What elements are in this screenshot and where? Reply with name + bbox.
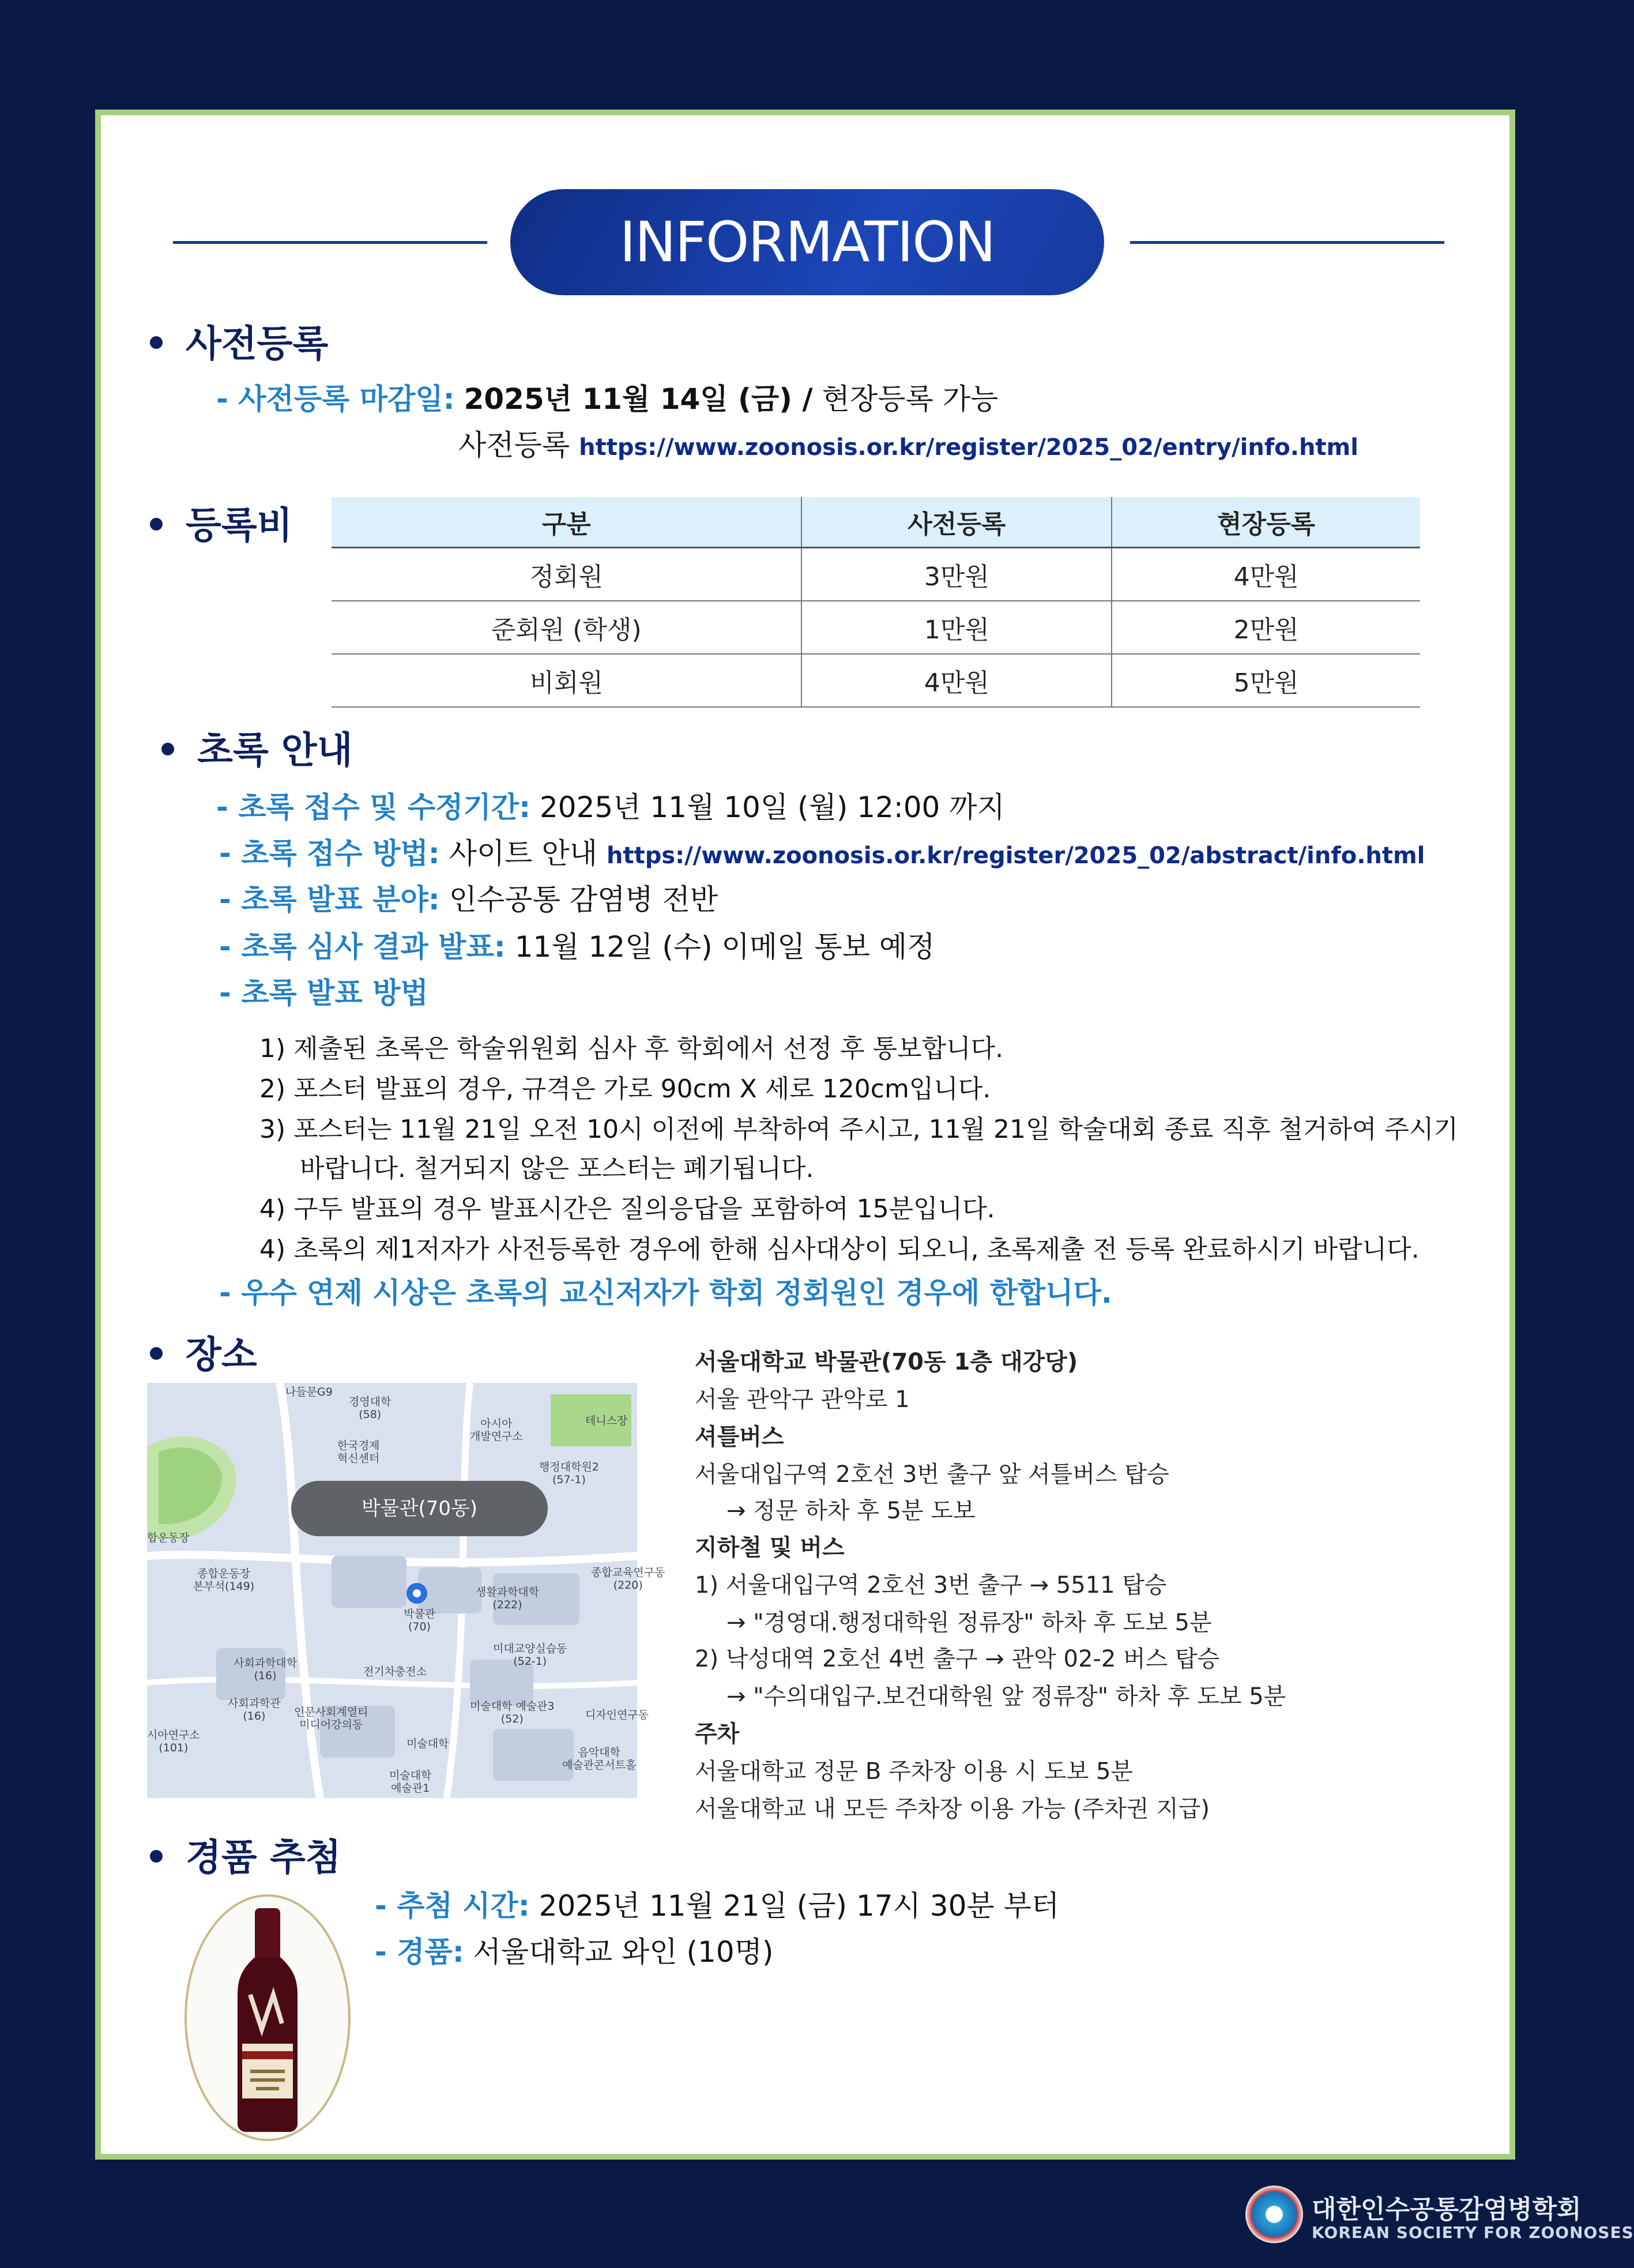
list-item: 바랍니다. 철거되지 않은 포스터는 폐기됩니다. (300, 1154, 814, 1183)
map-label: 미대교양실습동 (52-1) (493, 1642, 567, 1668)
map-label: 경영대학 (58) (349, 1396, 391, 1421)
transit-line: → "경영대.행정대학원 정류장" 하차 후 도보 5분 (726, 1609, 1212, 1636)
result-value: 11월 12일 (수) 이메일 통보 예정 (514, 930, 935, 964)
abstract-method (219, 830, 1425, 872)
abstract-field (219, 877, 718, 918)
deadline-label: - 사전등록 마감일: (216, 382, 455, 416)
bullet-icon (150, 518, 163, 531)
abstract-present (219, 970, 428, 1011)
abstract-link[interactable]: https://www.zoonosis.or.kr/register/2025_02/abstract/info.html (607, 842, 1425, 869)
table-cell: 4만원 (801, 654, 1112, 707)
bullet-icon (150, 1347, 163, 1360)
prereg-link-row (458, 422, 1358, 464)
fees-heading (150, 496, 292, 549)
prereg-heading (150, 314, 328, 367)
transit-title: 지하철 및 버스 (695, 1534, 845, 1561)
prize-heading (150, 1828, 341, 1881)
title-rule-right (1130, 241, 1444, 244)
map-label: 사회과학대학 (16) (234, 1657, 298, 1682)
result-label: - 초록 심사 결과 발표: (219, 930, 506, 964)
fee-table-header (332, 497, 1420, 548)
map-label: 테니스장 (585, 1415, 628, 1427)
map-building (332, 1556, 406, 1608)
venue-address: 서울 관악구 관악로 1 (695, 1386, 910, 1413)
col-category: 구분 (332, 497, 801, 548)
bullet-icon (150, 336, 163, 349)
prereg-deadline (216, 376, 998, 418)
bullet-icon (161, 743, 174, 755)
table-cell: 4만원 (1112, 548, 1420, 601)
map-label: 종합운동장 본부석(149) (193, 1567, 255, 1593)
map-label: 디자인연구동 (585, 1709, 649, 1721)
field-label: - 초록 발표 분야: (219, 883, 440, 916)
wine-image (185, 1894, 351, 2141)
abstract-period (216, 784, 1005, 826)
award-note: - 우수 연제 시상은 초록의 교신저자가 학회 정회원인 경우에 한합니다. (219, 1276, 1112, 1310)
map-label: 시아연구소 (101) (147, 1729, 200, 1754)
map-label: 미술대학 (406, 1737, 449, 1750)
map-label: 전기차충전소 (363, 1665, 427, 1678)
list-item: 4) 초록의 제1저자가 사전등록한 경우에 한해 심사대상이 되오니, 초록제출 전 등록 완료하시기 바랍니다. (259, 1235, 1420, 1264)
deadline-value: 2025년 11월 14일 (금) / (464, 382, 813, 416)
table-row (332, 601, 1420, 654)
map-label: 박물관 (70) (404, 1608, 436, 1633)
prize-time (375, 1883, 1059, 1924)
map-label: 종합교육연구동 (220) (591, 1566, 665, 1592)
campus-map[interactable] (147, 1383, 665, 1798)
society-logo-icon (1245, 2186, 1303, 2243)
prize-gift-value: 서울대학교 와인 (10명) (473, 1935, 774, 1969)
period-value: 2025년 11월 10일 (월) 12:00 까지 (539, 791, 1005, 824)
venue-heading-text: 장소 (186, 1334, 257, 1376)
list-item: 2) 포스터 발표의 경우, 규격은 가로 90cm X 세로 120cm입니다. (259, 1074, 991, 1104)
table-cell: 비회원 (332, 654, 801, 707)
map-label: 인문사회계열티 미디어강의동 (294, 1706, 368, 1731)
deadline-note: 현장등록 가능 (822, 382, 999, 416)
map-label: 미술대학 예술관1 (389, 1769, 432, 1795)
shuttle-line: → 정문 하차 후 5분 도보 (726, 1498, 976, 1524)
map-building (418, 1567, 481, 1613)
table-cell: 3만원 (801, 548, 1112, 601)
venue-name: 서울대학교 박물관(70동 1층 대강당) (695, 1349, 1078, 1375)
abstract-result (219, 924, 935, 965)
fee-table (332, 497, 1420, 708)
prereg-link-label: 사전등록 (458, 428, 570, 462)
prereg-heading-text: 사전등록 (186, 323, 329, 366)
present-label: - 초록 발표 방법 (219, 976, 428, 1010)
field-value: 인수공통 감염병 전반 (449, 883, 718, 916)
abstract-heading (161, 721, 353, 774)
transit-line: 1) 서울대입구역 2호선 3번 출구 → 5511 탑승 (695, 1572, 1167, 1598)
table-row (332, 654, 1420, 707)
col-onsite: 현장등록 (1112, 497, 1420, 548)
footer-org-en: KOREAN SOCIETY FOR ZOONOSES (1312, 2223, 1634, 2242)
map-label: 사회과학관 (16) (228, 1697, 281, 1722)
table-cell: 준회원 (학생) (332, 601, 801, 654)
table-cell: 5만원 (1112, 654, 1420, 707)
col-prereg: 사전등록 (801, 497, 1112, 548)
transit-line: 2) 낙성대역 2호선 4번 출구 → 관악 02-2 버스 탑승 (695, 1646, 1220, 1672)
bullet-icon (150, 1850, 163, 1863)
prereg-link[interactable]: https://www.zoonosis.or.kr/register/2025_02/entry/info.html (579, 434, 1358, 461)
map-label: 한국경제 혁신센터 (337, 1439, 380, 1465)
list-item: 3) 포스터는 11월 21일 오전 10시 이전에 부착하여 주시고, 11월 21일 학술대회 종료 직후 철거하여 주시기 (259, 1115, 1459, 1144)
table-cell: 정회원 (332, 548, 801, 601)
transit-line: → "수의대입구.보건대학원 앞 정류장" 하차 후 도보 5분 (726, 1683, 1286, 1710)
table-cell: 1만원 (801, 601, 1112, 654)
map-location-bubble: 박물관(70동) (291, 1481, 548, 1536)
map-label: 나들문G9 (285, 1386, 333, 1398)
map-label: 미술대학 예술관3 (52) (470, 1700, 555, 1725)
title-banner (101, 189, 1509, 295)
parking-title: 주차 (695, 1721, 740, 1747)
prize-heading-text: 경품 추첨 (186, 1837, 341, 1879)
list-item: 1) 제출된 초록은 학술위원회 심사 후 학회에서 선정 후 통보합니다. (259, 1034, 1004, 1063)
fees-heading-text: 등록비 (186, 505, 293, 547)
venue-heading (150, 1325, 257, 1378)
prize-gift (375, 1929, 774, 1970)
period-label: - 초록 접수 및 수정기간: (216, 791, 531, 824)
map-label: 생활과학대학 (222) (476, 1586, 540, 1611)
method-label: - 초록 접수 방법: (219, 837, 440, 870)
title-rule-left (173, 241, 487, 244)
table-row (332, 548, 1420, 601)
map-label: 음악대학 예술관콘서트홀 (562, 1746, 637, 1771)
shuttle-line: 서울대입구역 2호선 3번 출구 앞 셔틀버스 탑승 (695, 1461, 1169, 1488)
info-card (95, 110, 1515, 2160)
map-label: 합운동장 (147, 1532, 190, 1544)
table-cell: 2만원 (1112, 601, 1420, 654)
map-label: 행정대학원2 (57-1) (539, 1461, 599, 1486)
prize-time-label: - 추첨 시간: (375, 1889, 530, 1923)
prize-time-value: 2025년 11월 21일 (금) 17시 30분 부터 (539, 1889, 1060, 1923)
prize-gift-label: - 경품: (375, 1935, 464, 1969)
shuttle-title: 셔틀버스 (695, 1424, 784, 1450)
parking-line: 서울대학교 정문 B 주차장 이용 시 도보 5분 (695, 1758, 1134, 1785)
page-title: INFORMATION (510, 189, 1104, 295)
footer-org-ko: 대한인수공통감염병학회 (1312, 2195, 1582, 2224)
list-item: 4) 구두 발표의 경우 발표시간은 질의응답을 포함하여 15분입니다. (259, 1194, 995, 1224)
method-value: 사이트 안내 (449, 837, 598, 870)
map-building (493, 1729, 574, 1781)
abstract-heading-text: 초록 안내 (197, 729, 353, 772)
parking-line: 서울대학교 내 모든 주차장 이용 가능 (주차권 지급) (695, 1796, 1210, 1822)
map-label: 아시아 개발연구소 (470, 1417, 523, 1443)
wine-bottle-icon (187, 1897, 348, 2139)
